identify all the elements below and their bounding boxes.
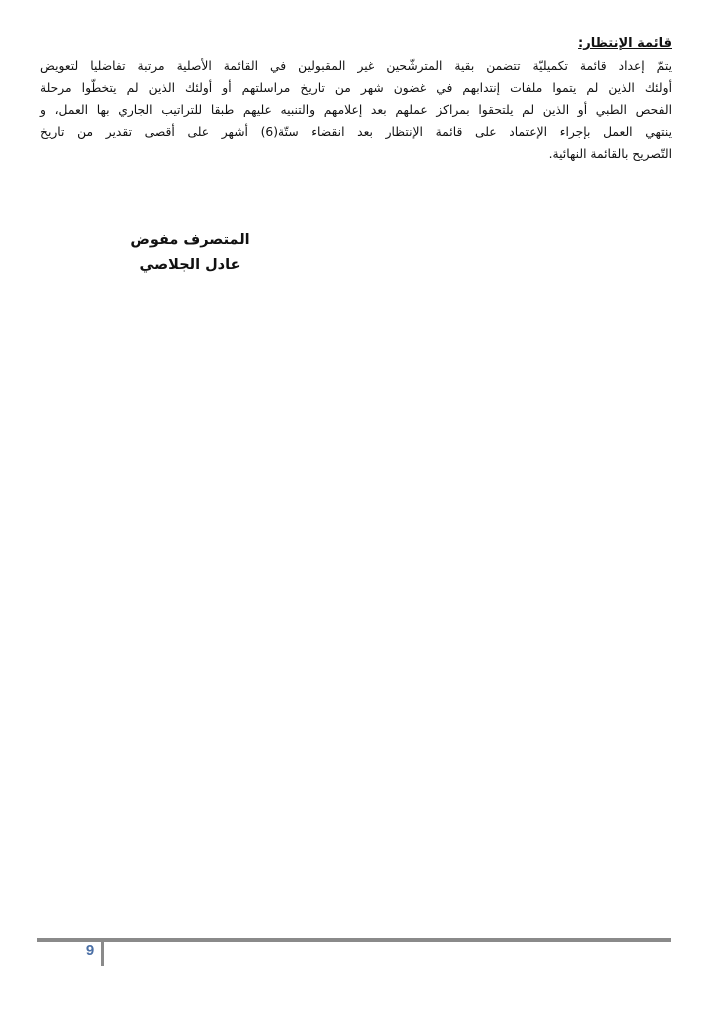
paragraph-line: أولئك الذين لم يتموا ملفات إنتدابهم في غضون شهر من تاريخ مراسلتهم أو أولئك الذين لم يتخطّوا مرحلة bbox=[40, 81, 672, 95]
document-body bbox=[40, 36, 672, 165]
paragraph-line: التّصريح بالقائمة النهائية. bbox=[548, 147, 672, 161]
signatory-name: عادل الجلاصي bbox=[139, 257, 241, 273]
signature-block bbox=[110, 228, 270, 278]
page-number: 9 bbox=[85, 942, 95, 959]
paragraph-line: الفحص الطبي أو الذين لم يلتحقوا بمراكز عملهم بعد إعلامهم والتنبيه عليهم طبقا للتراتيب الجاري بها العمل، و bbox=[40, 103, 672, 117]
signatory-title: المتصرف مفوض bbox=[130, 232, 250, 248]
paragraph-line: يتمّ إعداد قائمة تكميليّة تتضمن بقية المترشّحين غير المقبولين في القائمة الأصلية مرتبة تفاضليا لتعويض bbox=[40, 59, 672, 73]
paragraph-line: ينتهي العمل بإجراء الإعتماد على قائمة الإنتظار بعد انقضاء ستّة(6) أشهر على أقصى تقدير من تاريخ bbox=[40, 125, 673, 139]
footer-rule bbox=[37, 938, 671, 942]
section-heading: قائمة الإنتظار: bbox=[578, 36, 672, 51]
footer-separator bbox=[101, 938, 104, 966]
section-paragraph bbox=[40, 55, 672, 165]
